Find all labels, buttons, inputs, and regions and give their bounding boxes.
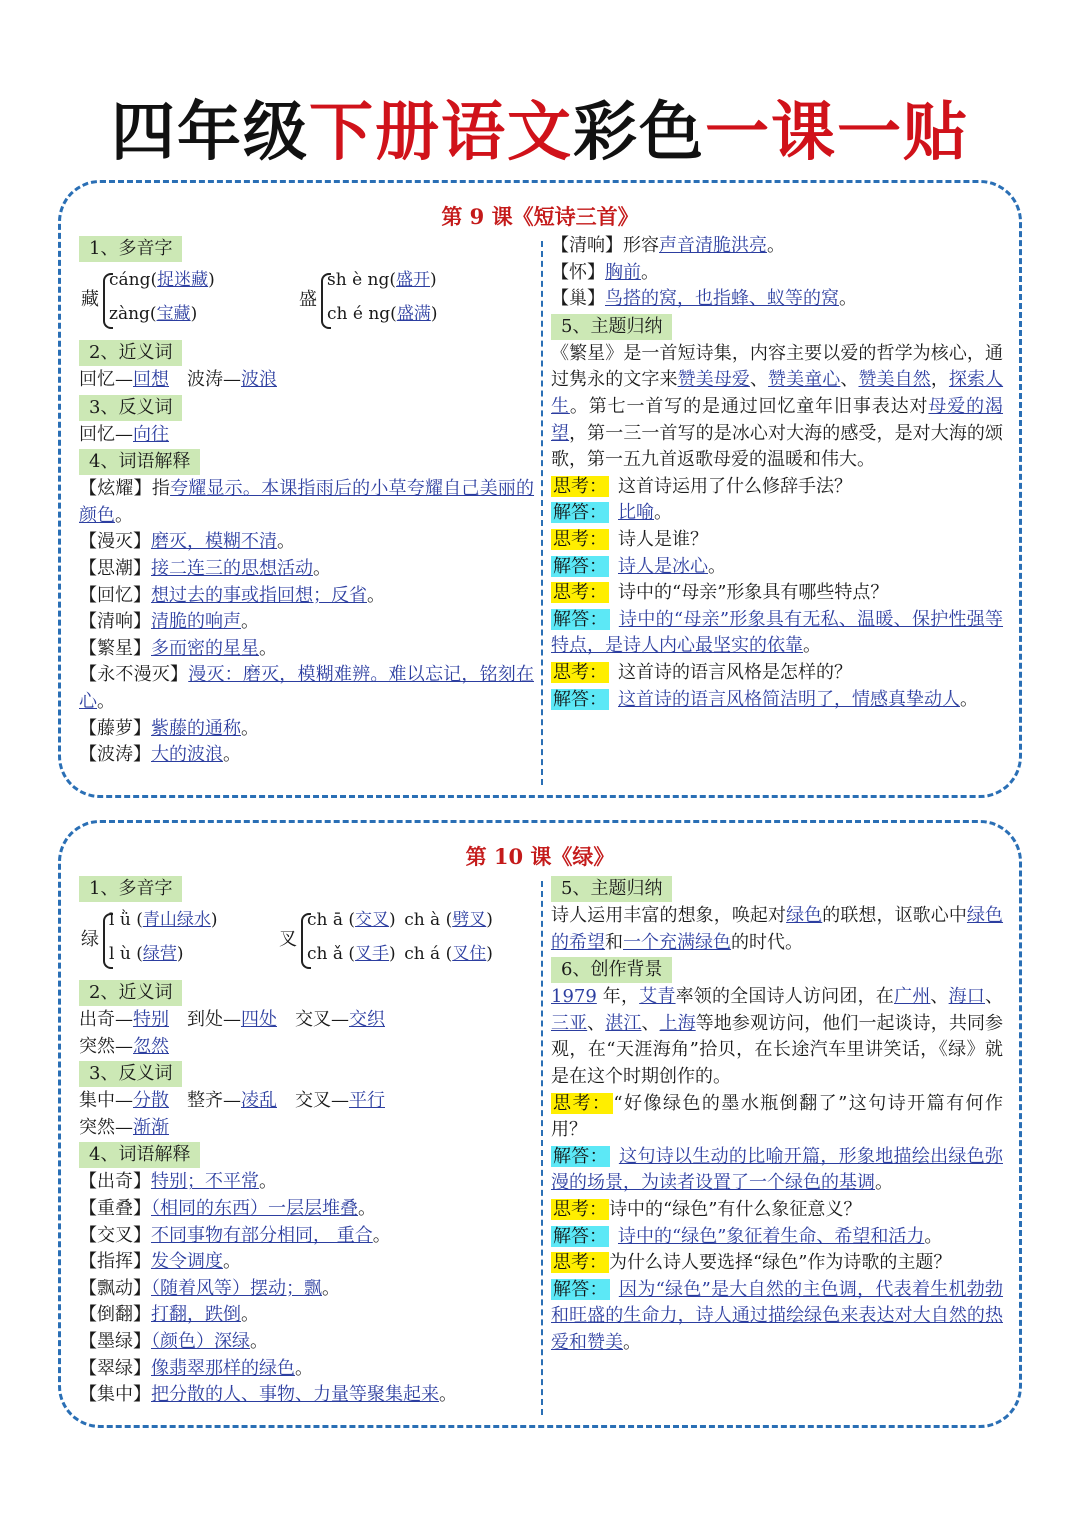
- antonym-line: 突然—渐渐: [79, 1116, 169, 1138]
- definition-item: 【重叠】（相同的东西）一层层堆叠。: [79, 1197, 376, 1219]
- title-part-4: 一课一贴: [705, 95, 969, 170]
- section-antonyms: 3、反义词: [79, 1061, 182, 1087]
- definition-item: 【繁星】多而密的星星。: [79, 637, 277, 659]
- definition-item: 【回忆】想过去的事或指回想；反省。: [79, 584, 385, 606]
- section-definitions: 4、词语解释: [79, 449, 200, 475]
- question: 思考： 诗中的“绿色”有什么象征意义？: [553, 1198, 862, 1220]
- section-antonyms: 3、反义词: [79, 395, 182, 421]
- section-theme: 5、主题归纳: [551, 876, 672, 902]
- section-polyphones: 1、多音字: [79, 876, 182, 902]
- definition-item: 【翠绿】像翡翠那样的绿色。: [79, 1357, 313, 1379]
- synonym-line: 回忆—回想 波涛—波浪: [79, 369, 277, 390]
- lesson-9-left-column: [79, 235, 534, 769]
- section-definitions: 4、词语解释: [79, 1142, 200, 1168]
- definition-item: 【出奇】特别；不平常。: [79, 1171, 277, 1193]
- definition-item: 【永不漫灭】漫灭：磨灭，模糊难辨。难以忘记，铭刻在心。: [79, 664, 534, 712]
- column-divider: [541, 881, 543, 1415]
- polyphone-char: 叉: [279, 929, 297, 950]
- lesson-9-title: 第 9 课《短诗三首》: [441, 204, 639, 229]
- definition-item: 【怀】胸前。: [551, 261, 659, 283]
- answer: 解答： 因为“绿色”是大自然的主色调，代表着生机勃勃和旺盛的生命力，诗人通过描绘绿色来表达对大自然的热爱和赞美。: [551, 1278, 1004, 1353]
- answer: 解答： 比喻。: [553, 502, 672, 524]
- definition-item: 【墨绿】（颜色）深绿。: [79, 1330, 268, 1352]
- polyphone-block: [79, 907, 534, 977]
- title-part-2: 下册语文: [309, 95, 573, 170]
- question: 思考： 诗人是谁？: [553, 528, 708, 550]
- synonym-line: 突然—忽然: [79, 1035, 169, 1057]
- lesson-10-left-column: [79, 875, 534, 1409]
- reading-2: zàng(宝藏): [109, 304, 198, 324]
- lesson-9-card: [58, 180, 1022, 798]
- definition-item: 【指挥】发令调度。: [79, 1251, 241, 1273]
- lesson-9-right-column: [551, 233, 1003, 713]
- lesson-10-title: 第 10 课《绿》: [465, 844, 615, 869]
- answer: 解答： 诗中的“母亲”形象具有无私、温暖、保护性强等特点，是诗人内心最坚实的依靠。: [551, 608, 1004, 657]
- reading-1: cáng(捉迷藏): [109, 270, 215, 290]
- background-paragraph: 1979 年，艾青率领的全国诗人访问团，在广州、海口、三亚、湛江、上海等地参观访问，他们一起谈诗，共同参观，在“天涯海角”拾贝，在长途汽车里讲笑话，《绿》就是在这个时期创作的。: [551, 986, 1004, 1087]
- definition-item: 【炫耀】指夸耀显示。本课指雨后的小草夸耀自己美丽的颜色。: [79, 478, 535, 526]
- antonym-line: 集中—分散 整齐—凌乱 交叉—平行: [79, 1090, 385, 1112]
- title-part-3: 彩色: [573, 95, 705, 170]
- definition-item: 【思潮】接二连三的思想活动。: [79, 557, 331, 579]
- definition-item: 【藤萝】紫藤的通称。: [79, 717, 259, 739]
- reading-1: l ǜ (青山绿水): [109, 910, 218, 930]
- answer: 解答： 这首诗的语言风格简洁明了，情感真挚动人。: [553, 688, 978, 710]
- question: 思考： “好像绿色的墨水瓶倒翻了”这句诗开篇有何作用？: [551, 1092, 1004, 1141]
- polyphone-char: 盛: [299, 289, 317, 310]
- lesson-10-card: [58, 820, 1022, 1428]
- definition-item: 【飘动】（随着风等）摆动；飘。: [79, 1277, 340, 1299]
- definition-item: 【清响】形容声音清脆洪亮。: [551, 235, 785, 256]
- synonym-line: 出奇—特别 到处—四处 交叉—交织: [79, 1009, 385, 1030]
- reading-1: ch ā (交叉) ch à (劈叉): [307, 910, 493, 930]
- answer: 解答： 这句诗以生动的比喻开篇，形象地描绘出绿色弥漫的场景，为读者设置了一个绿色的基调。: [551, 1145, 1003, 1194]
- answer: 解答： 诗中的“绿色”象征着生命、希望和活力。: [553, 1225, 943, 1247]
- section-synonyms: 2、近义词: [79, 980, 182, 1006]
- title-part-1: 四年级: [111, 95, 309, 170]
- definition-item: 【交叉】不同事物有部分相同， 重合。: [79, 1224, 391, 1246]
- polyphone-block: [79, 267, 534, 337]
- section-polyphones: 1、多音字: [79, 236, 182, 262]
- question: 思考： 这首诗运用了什么修辞手法？: [553, 475, 852, 497]
- polyphone-char: 绿: [81, 929, 99, 950]
- antonym-line: 回忆—向往: [79, 423, 169, 445]
- theme-paragraph: 诗人运用丰富的想象，唤起对绿色的联想，讴歌心中绿色的希望和一个充满绿色的时代。: [551, 905, 1004, 953]
- definition-item: 【波涛】大的波浪。: [79, 744, 241, 766]
- question: 思考： 诗中的“母亲”形象具有哪些特点？: [553, 582, 889, 604]
- page-title: [0, 88, 1080, 178]
- definition-item: 【集中】把分散的人、事物、力量等聚集起来。: [79, 1384, 457, 1406]
- reading-2: ch ǎ (叉手) ch á (叉住): [307, 944, 493, 964]
- column-divider: [541, 241, 543, 785]
- theme-paragraph: 《繁星》是一首短诗集，内容主要以爱的哲学为核心，通过隽永的文字来赞美母爱、赞美童心、赞美自然，探索人生。第七一首写的是通过回忆童年旧事表达对母爱的渴望，第一三一首写的是冰心对大海的感受，是对大海的颂歌，第一五九首返歌母爱的温暖和伟大。: [551, 342, 1004, 471]
- reading-2: l ù (绿营): [109, 944, 184, 964]
- polyphone-char: 藏: [81, 289, 99, 310]
- section-background: 6、创作背景: [551, 957, 672, 983]
- question: 思考： 为什么诗人要选择“绿色”作为诗歌的主题？: [553, 1252, 952, 1274]
- definition-item: 【倒翻】打翻，跌倒。: [79, 1304, 259, 1326]
- question: 思考： 这首诗的语言风格是怎样的？: [553, 661, 852, 683]
- section-theme: 5、主题归纳: [551, 314, 672, 340]
- definition-item: 【巢】鸟搭的窝，也指蜂、蚁等的窝。: [551, 288, 857, 310]
- lesson-10-right-column: [551, 875, 1003, 1357]
- definition-item: 【漫灭】磨灭，模糊不清。: [79, 531, 295, 553]
- definition-item: 【清响】清脆的响声。: [79, 611, 259, 633]
- answer: 解答： 诗人是冰心。: [553, 555, 726, 577]
- reading-2: ch é ng(盛满): [327, 304, 438, 324]
- section-synonyms: 2、近义词: [79, 340, 182, 366]
- reading-1: sh è ng(盛开): [327, 270, 437, 290]
